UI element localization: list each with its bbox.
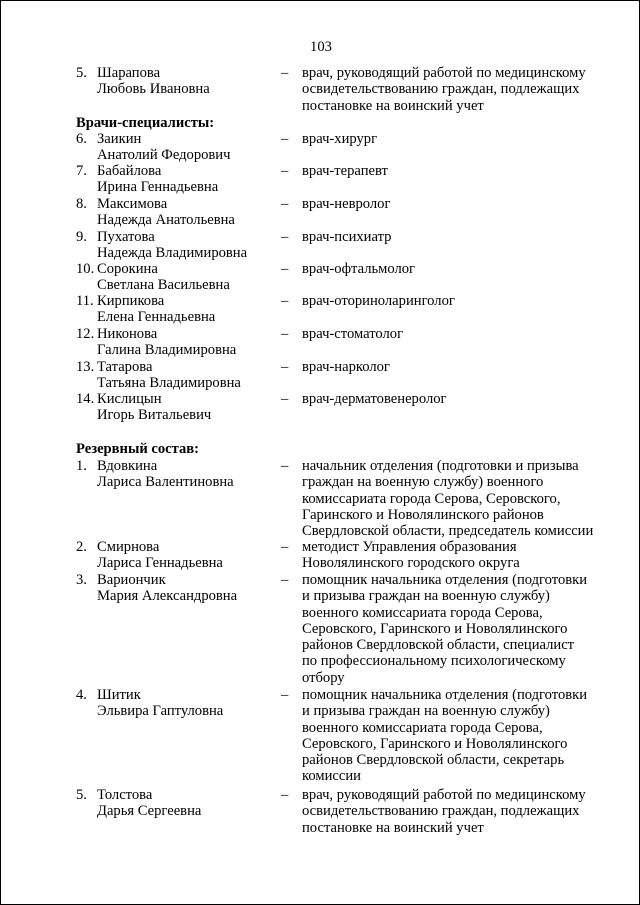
role-line: врач-стоматолог [302,326,404,342]
given-names: Лариса Валентиновна [97,474,234,491]
surname: Вдовкина [97,458,158,474]
role-line: Свердловской области, председатель комиссии [302,523,594,540]
surname: Никонова [97,326,158,342]
person-name [97,359,241,392]
given-names: Ирина Геннадьевна [97,179,219,196]
item-number: 5. [76,787,87,803]
role-line: районов Свердловской области, специалист [302,637,575,654]
role-line: комиссии [302,768,361,785]
item-number: 12. [76,326,95,342]
dash-separator: – [281,572,289,588]
dash-separator: – [281,539,289,555]
role-description [302,131,617,147]
item-number: 7. [76,163,87,179]
surname: Толстова [97,787,153,803]
item-number: 5. [76,65,87,81]
role-line: и призыва граждан на военную службу) [302,588,550,605]
role-description [302,458,617,539]
role-line: Серовского, Гаринского и Новолялинского [302,620,568,637]
item-number: 10. [76,261,95,277]
role-line: Новолялинского городского округа [302,555,520,572]
role-description [302,229,617,245]
person-name [97,458,234,491]
item-number: 14. [76,391,95,407]
role-description [302,196,617,212]
person-name [97,539,223,572]
item-number: 4. [76,687,87,703]
role-line: врач-хирург [302,131,378,147]
role-line: врач-психиатр [302,229,392,245]
item-number: 11. [76,293,94,309]
role-line: врач-оториноларинголог [302,293,455,309]
dash-separator: – [281,326,289,342]
item-number: 2. [76,539,87,555]
surname: Кислицын [97,391,162,407]
dash-separator: – [281,458,289,474]
page-number: 103 [310,39,332,55]
role-line: районов Свердловской области, секретарь [302,752,565,769]
surname: Смирнова [97,539,160,555]
item-number: 1. [76,458,87,474]
surname: Заикин [97,131,142,147]
dash-separator: – [281,787,289,803]
role-line: граждан на военную службу) военного [302,474,544,491]
person-name [97,131,230,164]
role-line: постановке на воинский учет [302,97,484,114]
given-names: Мария Александровна [97,588,238,605]
surname: Кирпикова [97,293,165,309]
role-description [302,326,617,342]
person-name [97,391,211,424]
surname: Пухатова [97,229,155,245]
surname: Шитик [97,687,141,703]
surname: Бабайлова [97,163,162,179]
person-name [97,65,210,98]
role-description [302,163,617,179]
given-names: Светлана Васильевна [97,277,230,294]
role-line: врач, руководящий работой по медицинскому [302,65,586,81]
role-description [302,261,617,277]
role-line: врач-терапевт [302,163,388,179]
item-number: 8. [76,196,87,212]
role-line: врач-дерматовенеролог [302,391,447,407]
given-names: Лариса Геннадьевна [97,555,223,572]
surname: Татарова [97,359,153,375]
person-name [97,326,236,359]
role-line: врач-невролог [302,196,391,212]
item-number: 9. [76,229,87,245]
item-number: 13. [76,359,95,375]
heading-reserve: Резервный состав: [76,441,200,457]
role-description [302,293,617,309]
role-description [302,65,617,114]
role-description [302,787,617,836]
person-name [97,229,247,262]
role-line: освидетельствованию граждан, подлежащих [302,803,580,820]
role-line: военного комиссариата города Серова, [302,719,543,736]
item-number: 3. [76,572,87,588]
given-names: Надежда Анатольевна [97,212,235,229]
role-line: военного комиссариата города Серова, [302,604,543,621]
role-line: помощник начальника отделения (подготовки [302,687,588,703]
given-names: Надежда Владимировна [97,245,248,262]
role-line: методист Управления образования [302,539,517,555]
heading-specialists: Врачи-специалисты: [76,115,215,131]
role-line: помощник начальника отделения (подготовки [302,572,588,588]
dash-separator: – [281,391,289,407]
dash-separator: – [281,359,289,375]
role-line: отбору [302,669,345,686]
given-names: Эльвира Гаптуловна [97,703,224,720]
role-line: Серовского, Гаринского и Новолялинского [302,735,568,752]
person-name [97,261,230,294]
item-number: 6. [76,131,87,147]
dash-separator: – [281,163,289,179]
role-description [302,687,617,785]
role-line: врач-нарколог [302,359,390,375]
person-name [97,572,237,605]
role-line: по профессиональному психологическому [302,653,566,670]
given-names: Галина Владимировна [97,342,237,359]
person-name [97,687,223,720]
dash-separator: – [281,229,289,245]
role-description [302,359,617,375]
person-name [97,163,218,196]
role-line: врач, руководящий работой по медицинскому [302,787,586,803]
dash-separator: – [281,131,289,147]
person-name [97,196,235,229]
dash-separator: – [281,293,289,309]
person-name [97,787,201,820]
person-name [97,293,215,326]
given-names: Игорь Витальевич [97,407,212,424]
dash-separator: – [281,65,289,81]
role-description [302,572,617,686]
given-names: Любовь Ивановна [97,81,210,98]
role-line: начальник отделения (подготовки и призыва [302,458,579,474]
surname: Вариончик [97,572,166,588]
given-names: Анатолий Федорович [97,147,231,164]
role-line: врач-офтальмолог [302,261,416,277]
surname: Шарапова [97,65,161,81]
given-names: Елена Геннадьевна [97,309,216,326]
given-names: Татьяна Владимировна [97,375,241,392]
dash-separator: – [281,687,289,703]
dash-separator: – [281,261,289,277]
given-names: Дарья Сергеевна [97,803,202,820]
role-line: освидетельствованию граждан, подлежащих [302,81,580,98]
surname: Сорокина [97,261,158,277]
role-description [302,391,617,407]
surname: Максимова [97,196,168,212]
role-line: комиссариата города Серова, Серовского, [302,490,561,507]
role-line: и призыва граждан на военную службу) [302,703,550,720]
role-line: Гаринского и Новолялинского районов [302,506,544,523]
role-description [302,539,617,572]
role-line: постановке на воинский учет [302,819,484,836]
dash-separator: – [281,196,289,212]
